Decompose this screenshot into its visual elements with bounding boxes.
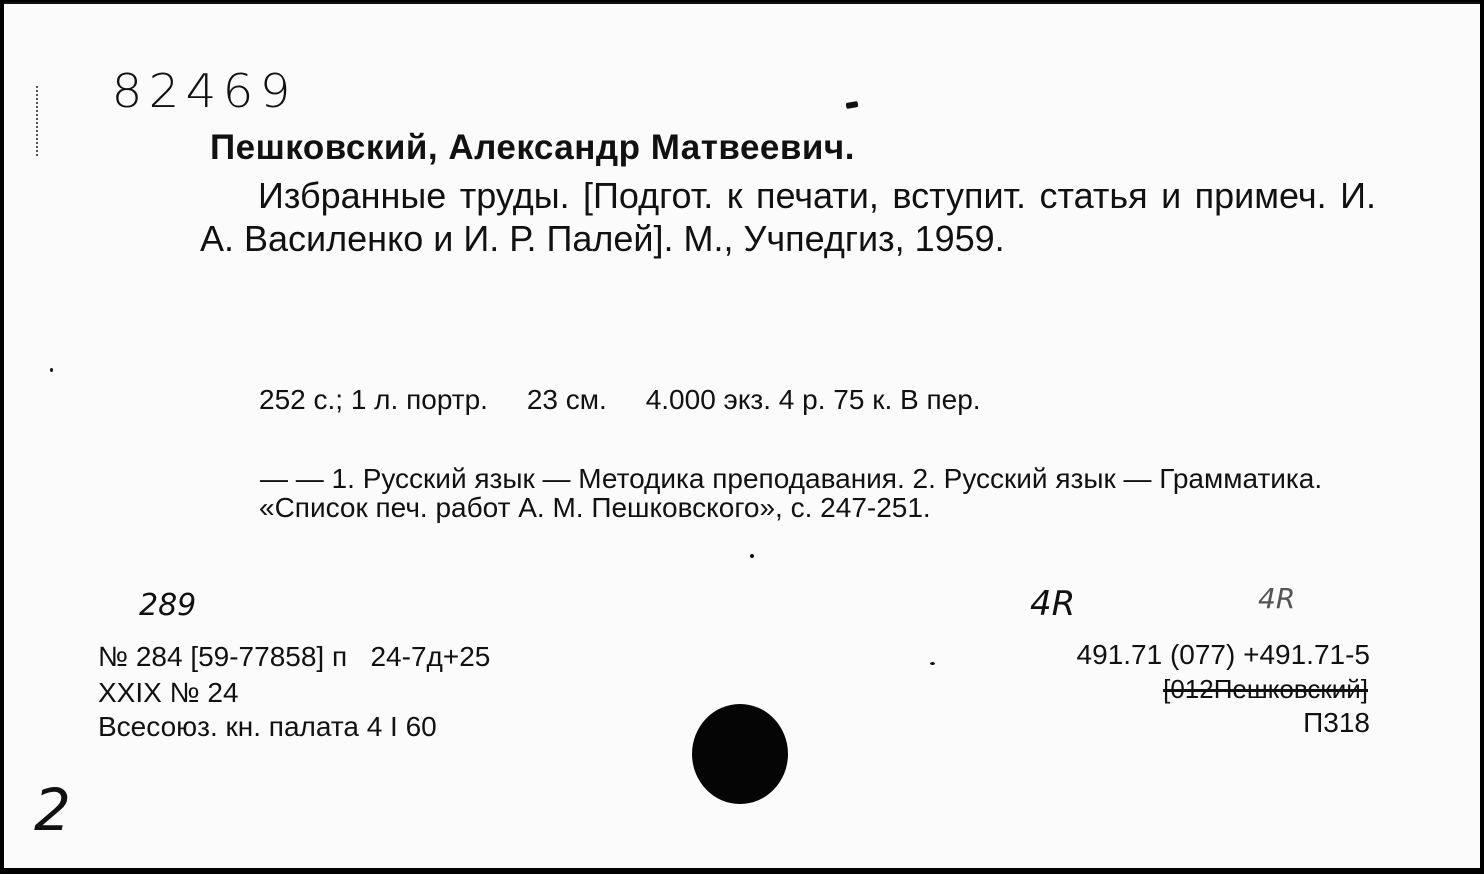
series-number: XXIX № 24 bbox=[98, 677, 239, 708]
struck-text: [012Пешковский] bbox=[1163, 674, 1368, 704]
handwritten-4r: 4R bbox=[1030, 584, 1076, 624]
collation-line-1: 252 с.; 1 л. портр. 23 см. 4.000 экз. 4 р. 75 к. В пер. bbox=[259, 384, 981, 415]
ink-mark bbox=[846, 101, 859, 109]
struck-classification bbox=[1163, 672, 1368, 706]
speck bbox=[50, 368, 53, 372]
classification-code: 491.71 (077) +491.71-5 bbox=[1076, 639, 1370, 670]
collation-line-2: «Список печ. работ А. М. Пешковского», с. 247-251. bbox=[259, 492, 931, 523]
card-punch-hole bbox=[692, 704, 788, 804]
subject-headings: — — 1. Русский язык — Методика преподавания. 2. Русский язык — Грамматика. bbox=[260, 463, 1323, 494]
book-chamber-line: Всесоюз. кн. палата 4 I 60 bbox=[98, 711, 437, 742]
author-heading: Пешковский, Александр Матвеевич. bbox=[210, 128, 855, 167]
author-mark: П318 bbox=[1303, 707, 1370, 738]
handwritten-2: 2 bbox=[34, 776, 71, 844]
bibliographic-number: № 284 [59-77858] п 24-7д+25 bbox=[98, 641, 491, 672]
speck bbox=[750, 554, 754, 558]
title-block: Избранные труды. [Подгот. к печати, вступит. статья и примеч. И. А. Василенко и И. Р. Палей]. М., Учпедгиз, 1959. bbox=[200, 175, 1376, 259]
collation bbox=[259, 310, 981, 598]
margin-mark bbox=[36, 86, 40, 156]
handwritten-inventory-number: 82469 bbox=[111, 64, 297, 118]
speck bbox=[930, 662, 935, 665]
handwritten-4r-faint: 4R bbox=[1258, 582, 1296, 615]
catalog-card bbox=[4, 2, 1480, 868]
handwritten-289: 289 bbox=[139, 588, 197, 623]
